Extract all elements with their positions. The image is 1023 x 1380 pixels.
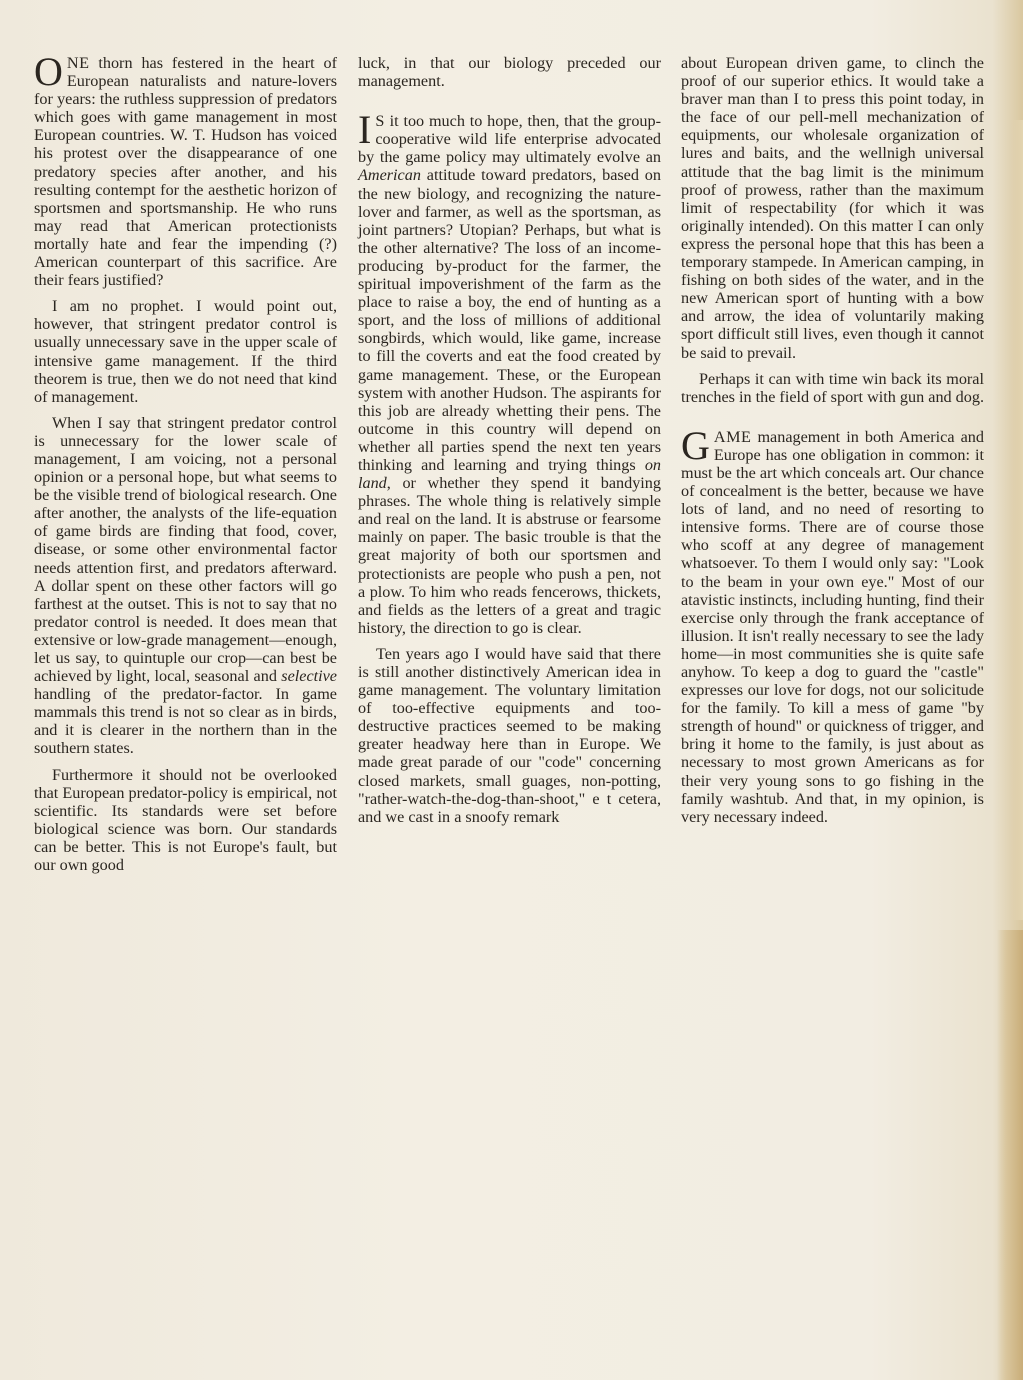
paragraph (358, 107, 661, 637)
paragraph: I am no prophet. I would point out, however, that stringent predator control is usually unnecessary save in the upper scale of intensive game management. If the third theorem is true, then we do not need that kind of management. (34, 297, 337, 406)
paragraph-text: When I say that stringent predator control is unnecessary for the lower scale of management, I am voicing, not a personal opinion or a personal hope, but what seems to be the visible trend of biological research. One after another, the analysts of the life-equation of game birds are finding that food, cover, disease, or some other environmental factor needs attention first, and predators afterward. A dollar spent on these other factors will go farthest at the outset. This is not to say that no predator control is needed. It does mean that extensive or low-grade management—enough, let us say, to quintuple our crop—can best be achieved by light, local, seasonal and (34, 413, 337, 686)
drop-cap: I (358, 107, 372, 153)
lead-word: AME (713, 427, 752, 446)
paragraph: luck, in that our biology preceded our management. (358, 54, 661, 91)
edge-shadow (1011, 120, 1023, 920)
italic-text: on land (358, 455, 661, 493)
text-column-3 (681, 54, 984, 834)
paragraph: about European driven game, to clinch the proof of our superior ethics. It would take a braver man than I to press this point today, in the face of our pell-mell mechanization of equipments, our wholesale organization of lures and baits, and the wellnigh universal attitude that the bag limit is the minimum proof of prowess, rather than the maximum limit of respectability (for which it was originally intended). On this matter I can only express the personal hope that this has been a temporary stampede. In American camping, in fishing on both sides of the water, and in the new American sport of hunting with a bow and arrow, the idea of voluntarily making sport difficult still lives, even though it cannot be said to prevail. (681, 54, 984, 362)
paragraph (34, 414, 337, 758)
lead-word: NE (66, 54, 90, 72)
paragraph-text: attitude toward predators, based on the new biology, and recognizing the nature-lover and farmer, as well as the sportsman, as joint partners? Utopian? Perhaps, but what is the other alternative? The loss of an income-producing by-product for the farmer, the spiritual impoverishment of the farm as the place to raise a boy, the end of hunting as a sport, and the loss of millions of additional songbirds, which would, like game, increase to fill the coverts and eat the food created by game management. These, or the European system with another Hudson. The aspirants for this job are already whetting their pens. The outcome in this country will depend on whether all parties spend the next ten years thinking and learning and trying things (358, 166, 661, 474)
drop-cap: O (34, 49, 63, 94)
drop-cap: G (681, 422, 710, 468)
paragraph-text: handling of the predator-factor. In game mammals this trend is not so clear as in birds, and it is clearer in the northern than in the southern states. (34, 685, 337, 758)
italic-text: selective (281, 667, 337, 686)
paragraph-text: management in both America and Europe has one obligation in common: it must be the art which conceals art. Our chance of concealment is the better, because we have lots of land, and no need of resorting to intensive forms. There are of course those who scoff at any degree of management whatsoever. To them I would only say: "Look to the beam in your own eye." Most of our atavistic instincts, including hunting, find their exercise only through the frank acceptance of illusion. It isn't really necessary to see the lady home—in most communities she is quite safe anyhow. To keep a dog to guard the "castle" expresses our love for dogs, not our solicitude for the family. To kill a mess of game "by strength of hound" or quickness of trigger, and bring it home to the family, is just about as necessary to most grown Americans as for their very young sons to go fishing in the family washtub. And that, in my opinion, is very necessary indeed. (681, 427, 984, 826)
paragraph: Furthermore it should not be overlooked that European predator-policy is empirical, not scientific. Its standards were set before biological science was born. Our standards can be better. This is not Europe's fault, but our own good (34, 765, 337, 875)
paragraph-text: , or whether they spend it bandying phrases. The whole thing is relatively simple and real on the land. It is abstruse or fearsome mainly on paper. The basic trouble is that the great majority of both our sportsmen and protectionists are people who push a pen, not a plow. To him who reads fencerows, thickets, and fields as the letters of a great and tragic history, the direction to go is clear. (358, 474, 661, 637)
text-column-1 (34, 49, 337, 882)
text-column-2 (358, 54, 661, 834)
paragraph-text: thorn has festered in the heart of European naturalists and nature-lovers for years: the ruthless suppression of predators which goes with game management in most European countries. W. T. Hudson has voiced his protest over the disappearance of one predatory species after another, and his resulting contempt for the aesthetic horizon of sportsmen and sportsmanship. He who runs may read that American protectionists mortally hate and fear the impending (?) American counterpart of this sacrifice. Are their fears justified? (34, 54, 337, 290)
italic-text: American (358, 166, 421, 185)
paragraph: Ten years ago I would have said that there is still another distinctively American idea in game management. The voluntary limitation of too-effective equipments and too-destructive practices seemed to be making greater headway here than in Europe. We made great parade of our "code" concerning closed markets, small guages, non-potting, "rather-watch-the-dog-than-shoot," e t cetera, and we cast in a snoofy remark (358, 644, 661, 826)
lead-word: S (375, 112, 385, 131)
paragraph (681, 422, 984, 826)
paragraph: Perhaps it can with time win back its moral trenches in the field of sport with gun and dog. (681, 369, 985, 406)
paragraph (34, 49, 337, 290)
paragraph-text: it too much to hope, then, that the group-cooperative wild life enterprise advocated by the game policy may ultimately evolve an (358, 112, 661, 167)
edge-stain (997, 930, 1023, 1380)
